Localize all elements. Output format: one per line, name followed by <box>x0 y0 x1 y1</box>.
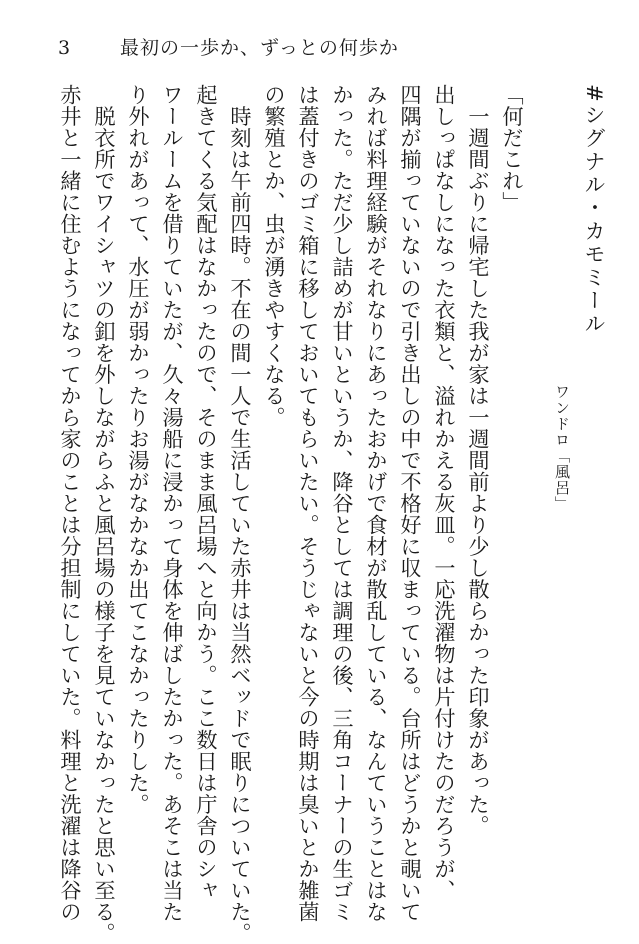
text-line: 赤井と一緒に住むようになってから家のことは分担制にしていた。料理と洗濯は降谷の <box>58 84 83 923</box>
running-title: 最初の一歩か、ずっとの何歩か <box>120 37 399 59</box>
text-line: 「何だこれ」 <box>500 84 525 213</box>
title-gap <box>529 84 547 884</box>
text-line: ワールームを借りていたが、久々湯船に浸かって身体を伸ばしたかった。あそこは当た <box>160 84 185 923</box>
text-line: みれば料理経験がそれなりにあったおかげで食材が散乱している、なんていうことはな <box>364 84 389 923</box>
story-subtitle: ワンドロ「風呂」 <box>553 384 571 512</box>
text-line: かった。ただ少し詰めが甘いというか、降谷としては調理の後、三角コーナーの生ゴミ <box>330 84 355 923</box>
text-line: の繁殖とか、虫が湧きやすくなる。 <box>262 84 287 428</box>
text-line: 脱衣所でワイシャツの釦を外しながらふと風呂場の様子を見ていなかったと思い至る。 <box>92 84 117 944</box>
text-line: 出しっぱなしになった衣類と、溢れかえる灰皿。一応洗濯物は片付けたのだろうが、 <box>432 84 457 901</box>
text-line: り外れがあって、水圧が弱かったりお湯がなかなか出てこなかったりした。 <box>126 84 151 815</box>
story-title: #シグナル・カモミール <box>582 84 607 336</box>
page-number: 3 <box>58 37 71 59</box>
text-line: は蓋付きのゴミ箱に移しておいてもらいたい。そうじゃないと今の時期は臭いとか雑菌 <box>296 84 321 923</box>
text-line: 時刻は午前四時。不在の間一人で生活していた赤井は当然ベッドで眠りについていた。 <box>228 84 253 944</box>
body-text <box>53 84 611 944</box>
page-header <box>0 32 639 64</box>
text-line: 起きてくる気配はなかったので、そのまま風呂場へと向かう。ここ数日は庁舎のシャ <box>194 84 219 901</box>
text-line: 一週間ぶりに帰宅した我が家は一週間前より少し散らかった印象があった。 <box>466 84 491 837</box>
text-line: 四隅が揃っていないので引き出しの中で不格好に収まっている。台所はどうかと覗いて <box>398 84 423 923</box>
